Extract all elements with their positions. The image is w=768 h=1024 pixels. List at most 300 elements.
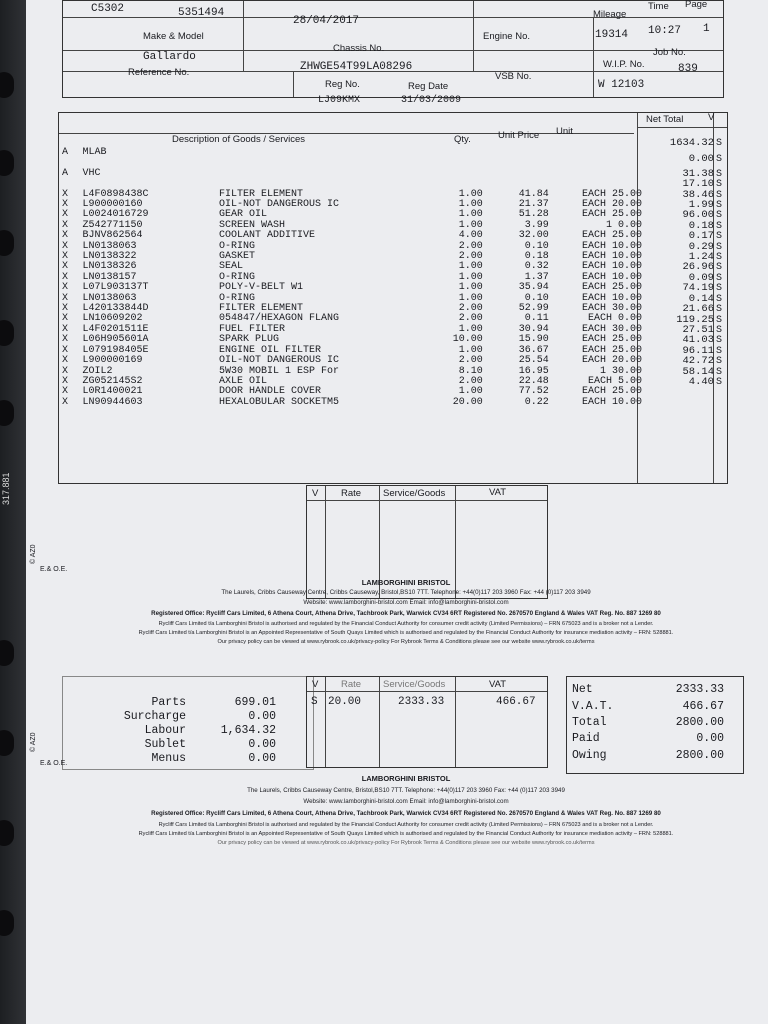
item-flag bbox=[82, 179, 642, 189]
punch-hole bbox=[0, 730, 14, 756]
item-code: L079198405E bbox=[82, 344, 149, 356]
item-row bbox=[62, 387, 642, 397]
item-code: Z542771150 bbox=[82, 219, 143, 231]
item-flag: X bbox=[62, 386, 69, 398]
net-total-cell: 4.40 bbox=[688, 375, 714, 388]
surcharge-label: Surcharge bbox=[123, 710, 186, 723]
punch-hole bbox=[0, 230, 14, 256]
address-bottom: The Laurels, Cribbs Causeway Centre, Bristol,BS10 7TT. Telephone: +44(0)117 203 3960 Fax: +44 (0)117 203 3949 bbox=[247, 787, 565, 794]
vat-row-rate: 20.00 bbox=[328, 696, 362, 708]
item-flag: X bbox=[62, 313, 69, 325]
document-date: 28/04/2017 bbox=[293, 15, 360, 27]
col-v: V bbox=[708, 112, 715, 123]
item-unit: EACH 10.00 bbox=[581, 271, 642, 283]
vat-code-cell: S bbox=[715, 252, 722, 264]
item-qty: 8.10 bbox=[458, 365, 483, 377]
side-code: 317.881 bbox=[1, 472, 11, 505]
make-model-label: Make & Model bbox=[143, 31, 204, 42]
invoice-page bbox=[26, 0, 768, 1024]
item-flag: X bbox=[62, 199, 69, 210]
stamp-top: © AZ0 bbox=[30, 544, 37, 564]
item-row bbox=[62, 377, 642, 387]
item-unit-price: 52.99 bbox=[518, 303, 549, 315]
punch-hole bbox=[0, 820, 14, 846]
item-description: GASKET bbox=[218, 251, 255, 263]
net-total-cell: 58.14 bbox=[682, 365, 714, 378]
vat-code-cell: S bbox=[715, 231, 722, 243]
item-unit: 1 0.00 bbox=[605, 219, 642, 231]
item-unit bbox=[549, 148, 642, 158]
item-row bbox=[62, 221, 642, 231]
item-row bbox=[62, 158, 642, 168]
item-unit: EACH 10.00 bbox=[581, 396, 642, 408]
document-no: 5351494 bbox=[178, 7, 225, 19]
col-unit: Unit bbox=[556, 126, 573, 137]
vat-code-cell: S bbox=[715, 220, 722, 232]
header-box bbox=[62, 0, 724, 106]
item-flag: X bbox=[62, 240, 69, 252]
item-unit: EACH 25.00 bbox=[581, 282, 642, 294]
owing-label: Owing bbox=[572, 749, 607, 762]
item-code: L0R1400021 bbox=[82, 386, 143, 398]
item-row bbox=[62, 283, 642, 293]
item-description: O-RING bbox=[218, 292, 255, 304]
net-total-cell: 1634.32 bbox=[669, 137, 714, 149]
item-code: LN90944603 bbox=[82, 396, 143, 408]
net-total-cell: 38.46 bbox=[682, 188, 714, 201]
net-total-cell: 0.18 bbox=[688, 219, 714, 232]
item-unit-price: 0.32 bbox=[524, 261, 549, 273]
page-label: Page bbox=[685, 0, 708, 10]
item-unit-price: 32.00 bbox=[518, 230, 549, 242]
vat-code-cell: S bbox=[715, 154, 722, 166]
item-description: 5W30 MOBIL 1 ESP For bbox=[218, 365, 339, 377]
fca1-bottom: Rycliff Cars Limited t/a Lamborghini Bristol is authorised and regulated by the Financial Conduct Authority for consumer credit activity (Limited Permissions) – FRN 675023 and is a broker not a Lender. bbox=[158, 822, 654, 828]
item-flag: X bbox=[62, 396, 69, 408]
vat-code-cell: S bbox=[715, 324, 722, 336]
vat-total-value: 466.67 bbox=[682, 700, 724, 713]
item-row bbox=[62, 346, 642, 356]
net-total-cell: 96.11 bbox=[682, 344, 714, 357]
item-qty: 10.00 bbox=[452, 334, 483, 346]
reg-no-label: Reg No. bbox=[325, 79, 360, 90]
item-description: AXLE OIL bbox=[218, 375, 267, 387]
net-total-cell: 1.24 bbox=[688, 251, 714, 264]
item-description: SCREEN WASH bbox=[218, 219, 285, 231]
item-flag: X bbox=[62, 261, 69, 273]
item-qty: 1.00 bbox=[458, 188, 483, 200]
item-qty: 1.00 bbox=[458, 261, 483, 273]
chassis-no-value: ZHWGE54T99LA08296 bbox=[300, 61, 413, 73]
vat-code-cell: S bbox=[715, 335, 722, 347]
item-qty: 1.00 bbox=[458, 219, 483, 231]
vat-code-cell: S bbox=[715, 376, 722, 388]
item-unit: EACH 25.00 bbox=[581, 230, 642, 242]
vat-code-cell: S bbox=[715, 304, 722, 316]
vat-row-service-goods: 2333.33 bbox=[398, 696, 445, 708]
item-unit: EACH 0.00 bbox=[587, 313, 642, 325]
item-qty: 1.00 bbox=[458, 271, 483, 283]
vat-code-cell: S bbox=[715, 179, 722, 191]
punch-hole bbox=[0, 320, 14, 346]
vat-code-cell: S bbox=[715, 366, 722, 378]
company-name-top: LAMBORGHINI BRISTOL bbox=[361, 578, 451, 587]
net-total-cell: 0.09 bbox=[688, 271, 714, 284]
item-row bbox=[62, 200, 642, 210]
net-total-cell: 42.72 bbox=[682, 355, 714, 368]
item-code: L4F0201511E bbox=[82, 323, 149, 335]
item-unit-price: 77.52 bbox=[518, 386, 549, 398]
item-code: L900000160 bbox=[82, 199, 143, 210]
vsb-no-label: VSB No. bbox=[495, 71, 532, 82]
vat-top-col-service-goods: Service/Goods bbox=[383, 488, 446, 499]
item-code: L06H905601A bbox=[82, 334, 149, 346]
net-total-cell: 0.17 bbox=[688, 230, 714, 243]
net-total-cell: 119.25 bbox=[676, 313, 714, 326]
address-top: The Laurels, Cribbs Causeway Centre, Cribbs Causeway, Bristol,BS10 7TT. Telephone: +44(0)117 203 3960 Fax: +44 (0)117 203 3949 bbox=[221, 589, 591, 596]
punch-hole bbox=[0, 400, 14, 426]
item-qty: 1.00 bbox=[458, 282, 483, 294]
vat-code-cell: S bbox=[715, 138, 722, 149]
reference-no-label: Reference No. bbox=[128, 67, 190, 78]
item-flag: X bbox=[62, 344, 69, 356]
item-row bbox=[62, 304, 642, 314]
item-flag: A bbox=[62, 147, 69, 158]
item-flag: X bbox=[62, 271, 69, 283]
item-row bbox=[62, 398, 642, 408]
item-unit: EACH 5.00 bbox=[587, 375, 642, 387]
job-no-label: Job No. bbox=[653, 47, 686, 58]
item-unit bbox=[549, 169, 642, 179]
item-flag: X bbox=[62, 251, 69, 263]
item-unit-price: 3.99 bbox=[524, 219, 549, 231]
vat-code-cell: S bbox=[715, 314, 722, 326]
item-description: OIL-NOT DANGEROUS IC bbox=[218, 355, 339, 367]
item-unit: EACH 30.00 bbox=[581, 323, 642, 335]
item-unit-price bbox=[483, 148, 549, 158]
wip-no-label: W.I.P. No. bbox=[603, 59, 645, 70]
item-row bbox=[62, 242, 642, 252]
parts-label: Parts bbox=[151, 696, 186, 709]
net-total-cell: 21.66 bbox=[682, 303, 714, 316]
item-code: MLAB bbox=[82, 147, 107, 158]
company-name-bottom: LAMBORGHINI BRISTOL bbox=[361, 774, 451, 783]
item-description bbox=[219, 169, 424, 179]
reg-date-value: 31/03/2009 bbox=[401, 95, 462, 106]
item-description: FUEL FILTER bbox=[218, 323, 285, 335]
item-code: ZG052145S2 bbox=[82, 375, 143, 387]
item-unit: EACH 30.00 bbox=[581, 303, 642, 315]
item-unit: EACH 25.00 bbox=[581, 334, 642, 346]
vat-bottom-col-vat: VAT bbox=[489, 679, 507, 690]
item-code: L900000169 bbox=[82, 355, 143, 367]
paid-label: Paid bbox=[572, 732, 600, 745]
item-qty: 2.00 bbox=[458, 375, 483, 387]
item-qty: 1.00 bbox=[458, 292, 483, 304]
item-unit-price: 15.90 bbox=[518, 334, 549, 346]
item-qty bbox=[424, 169, 483, 179]
vat-code-cell: S bbox=[715, 272, 722, 284]
item-flag: X bbox=[62, 334, 69, 346]
fca1-top: Rycliff Cars Limited t/a Lamborghini Bristol is authorised and regulated by the Financial Conduct Authority for consumer credit activity (Limited Permissions) – FRN 675023 and is a broker not a Lender. bbox=[158, 621, 654, 627]
item-unit: EACH 10.00 bbox=[581, 251, 642, 263]
item-description: FILTER ELEMENT bbox=[218, 188, 303, 200]
items-table bbox=[62, 148, 642, 408]
net-total-cell: 27.51 bbox=[682, 323, 714, 336]
vat-code-cell: S bbox=[715, 356, 722, 368]
make-model-value: Gallardo bbox=[143, 51, 196, 63]
item-qty: 4.00 bbox=[458, 230, 483, 242]
vat-row-v: S bbox=[311, 696, 318, 708]
labour-value: 1,634.32 bbox=[220, 724, 276, 737]
item-unit: EACH 25.00 bbox=[581, 344, 642, 356]
item-flag bbox=[82, 158, 642, 168]
item-unit-price: 0.10 bbox=[524, 240, 549, 252]
item-qty bbox=[424, 148, 483, 158]
reg-no-value: LJ09KMX bbox=[318, 95, 361, 106]
item-code: LN0138157 bbox=[82, 271, 137, 283]
item-code: LN0138326 bbox=[82, 261, 137, 273]
net-total-cell: 17.10 bbox=[682, 178, 714, 191]
item-code: ZOIL2 bbox=[82, 365, 113, 377]
vat-code-cell: S bbox=[715, 241, 722, 253]
item-description: SEAL bbox=[218, 261, 243, 273]
net-total-cell: 0.14 bbox=[688, 292, 714, 305]
item-row bbox=[62, 273, 642, 283]
item-unit-price: 51.28 bbox=[518, 209, 549, 221]
stamp-bottom: © AZ0 bbox=[30, 732, 37, 752]
item-qty: 1.00 bbox=[458, 344, 483, 356]
sublet-value: 0.00 bbox=[248, 738, 276, 751]
website-top: Website: www.lamborghini-bristol.com Email: info@lamborghini-bristol.com bbox=[303, 599, 509, 606]
net-total-column bbox=[642, 137, 714, 388]
punch-hole bbox=[0, 910, 14, 936]
vat-code-cell: S bbox=[715, 210, 722, 222]
net-total-cell: 31.38 bbox=[682, 167, 714, 180]
col-net-total: Net Total bbox=[646, 114, 684, 125]
item-qty: 1.00 bbox=[458, 323, 483, 335]
item-row bbox=[62, 179, 642, 189]
item-row bbox=[62, 210, 642, 220]
vat-top-col-v: V bbox=[312, 488, 319, 499]
item-qty: 2.00 bbox=[458, 313, 483, 325]
fca2-top: Rycliff Cars Limited t/a Lamborghini Bristol is an Appointed Representative of South Quays Limited which is authorised and regulated by the Financial Conduct Authority for insurance mediation activity – FRN: 528881. bbox=[138, 630, 674, 636]
item-unit: EACH 10.00 bbox=[581, 240, 642, 252]
menus-label: Menus bbox=[151, 752, 186, 765]
item-code: LN10609202 bbox=[82, 313, 143, 325]
vat-code-column bbox=[713, 125, 725, 388]
owing-value: 2800.00 bbox=[675, 749, 724, 762]
item-code: L4F0898438C bbox=[82, 188, 149, 200]
net-total-cell: 0.00 bbox=[688, 153, 714, 166]
registered-top: Registered Office: Rycliff Cars Limited, 6 Athena Court, Athena Drive, Tachbrook Park, Warwick CV34 6RT Registered No. 2670570 England & Wales VAT Reg. No. 887 1269 80 bbox=[151, 610, 661, 617]
item-row bbox=[62, 148, 642, 158]
vat-bottom-col-rate: Rate bbox=[341, 679, 362, 690]
item-unit: EACH 20.00 bbox=[581, 355, 642, 367]
time-label: Time bbox=[648, 1, 669, 12]
privacy-top: Our privacy policy can be viewed at www.rybrook.co.uk/privacy-policy For Rybrook Terms & Conditions please see our website www.rybrook.co.uk/terms bbox=[217, 639, 595, 645]
vat-code-cell: S bbox=[715, 262, 722, 274]
vat-code-cell: S bbox=[715, 189, 722, 201]
item-description: POLY-V-BELT W1 bbox=[218, 282, 303, 294]
net-total-cell: 1.99 bbox=[688, 199, 714, 212]
item-flag: X bbox=[62, 188, 69, 200]
item-flag: X bbox=[62, 375, 69, 387]
item-qty: 2.00 bbox=[458, 355, 483, 367]
eoe-bottom: E.& O.E. bbox=[40, 760, 68, 767]
chassis-no-label: Chassis No. bbox=[333, 43, 385, 54]
item-qty: 1.00 bbox=[458, 209, 483, 221]
item-description: COOLANT ADDITIVE bbox=[218, 230, 315, 242]
account-no: C5302 bbox=[91, 3, 125, 15]
item-qty: 1.00 bbox=[458, 386, 483, 398]
vat-row-amount: 466.67 bbox=[496, 696, 536, 708]
item-unit-price: 16.95 bbox=[518, 365, 549, 377]
item-unit-price: 30.94 bbox=[518, 323, 549, 335]
vat-bottom-col-v: V bbox=[312, 679, 319, 690]
wip-no-value: W 12103 bbox=[598, 79, 645, 91]
item-qty: 2.00 bbox=[458, 240, 483, 252]
item-row bbox=[62, 294, 642, 304]
page-value: 1 bbox=[703, 23, 710, 35]
item-description: SPARK PLUG bbox=[218, 334, 279, 346]
reg-date-label: Reg Date bbox=[408, 81, 449, 92]
col-description: Description of Goods / Services bbox=[172, 134, 306, 145]
total-label: Total bbox=[572, 716, 607, 729]
item-row bbox=[62, 335, 642, 345]
item-row bbox=[62, 356, 642, 366]
item-description: DOOR HANDLE COVER bbox=[218, 386, 321, 398]
parts-value: 699.01 bbox=[234, 696, 276, 709]
item-unit-price: 35.94 bbox=[518, 282, 549, 294]
item-row bbox=[62, 325, 642, 335]
item-unit-price: 21.37 bbox=[518, 199, 549, 210]
punch-hole bbox=[0, 640, 14, 666]
item-unit: EACH 10.00 bbox=[581, 292, 642, 304]
item-qty: 1.00 bbox=[458, 199, 483, 210]
item-row bbox=[62, 231, 642, 241]
item-description bbox=[219, 148, 424, 158]
item-unit-price: 41.84 bbox=[518, 188, 549, 200]
punch-hole bbox=[0, 150, 14, 176]
item-qty: 20.00 bbox=[452, 396, 483, 408]
registered-bottom: Registered Office: Rycliff Cars Limited, 6 Athena Court, Athena Drive, Tachbrook Park, Warwick CV34 6RT Registered No. 2670570 England & Wales VAT Reg. No. 887 1269 80 bbox=[151, 810, 661, 817]
item-unit-price: 0.18 bbox=[524, 251, 549, 263]
mileage-label: Mileage bbox=[593, 9, 627, 20]
item-description: O-RING bbox=[218, 240, 255, 252]
item-code: LN0138322 bbox=[82, 251, 137, 263]
vat-code-cell: S bbox=[715, 168, 722, 180]
item-row bbox=[62, 367, 642, 377]
sublet-label: Sublet bbox=[144, 738, 186, 751]
item-description: ENGINE OIL FILTER bbox=[218, 344, 321, 356]
paid-value: 0.00 bbox=[696, 732, 724, 745]
item-description: GEAR OIL bbox=[218, 209, 267, 221]
punch-hole bbox=[0, 72, 14, 98]
item-description: HEXALOBULAR SOCKETM5 bbox=[218, 396, 339, 408]
item-flag: X bbox=[62, 230, 69, 242]
vat-code-cell: S bbox=[715, 283, 722, 295]
net-total-cell: 96.00 bbox=[682, 209, 714, 222]
vat-code-cell: S bbox=[715, 200, 722, 212]
vat-bottom-col-service-goods: Service/Goods bbox=[383, 679, 446, 690]
item-code: LN0138063 bbox=[82, 240, 137, 252]
item-flag: X bbox=[62, 365, 69, 377]
item-unit-price bbox=[483, 169, 549, 179]
fca2-bottom: Rycliff Cars Limited t/a Lamborghini Bristol is an Appointed Representative of South Quays Limited which is authorised and regulated by the Financial Conduct Authority for insurance mediation activity – FRN: 528881. bbox=[138, 831, 674, 837]
item-unit-price: 22.48 bbox=[518, 375, 549, 387]
total-value: 2800.00 bbox=[675, 716, 724, 729]
item-code: L420133844D bbox=[82, 303, 149, 315]
net-value: 2333.33 bbox=[675, 683, 724, 696]
item-description: O-RING bbox=[218, 271, 255, 283]
net-label: Net bbox=[572, 683, 593, 696]
item-unit-price: 0.22 bbox=[524, 396, 549, 408]
eoe-top: E.& O.E. bbox=[40, 566, 68, 573]
item-flag: X bbox=[62, 209, 69, 221]
item-flag: A bbox=[62, 167, 69, 179]
item-unit-price: 0.11 bbox=[524, 313, 549, 325]
item-row bbox=[62, 314, 642, 324]
item-code: LN0138063 bbox=[82, 292, 137, 304]
menus-value: 0.00 bbox=[248, 752, 276, 765]
time-value: 10:27 bbox=[648, 25, 682, 37]
item-unit-price: 25.54 bbox=[518, 355, 549, 367]
engine-no-label: Engine No. bbox=[483, 31, 531, 42]
item-code: BJNV862564 bbox=[82, 230, 143, 242]
job-no-value: 839 bbox=[678, 63, 698, 75]
item-code: L0024016729 bbox=[82, 209, 149, 221]
vat-total-label: V.A.T. bbox=[572, 700, 614, 713]
item-row bbox=[62, 169, 642, 179]
item-flag: X bbox=[62, 292, 69, 304]
item-unit-price: 36.67 bbox=[518, 344, 549, 356]
item-code: L07L903137T bbox=[82, 282, 149, 294]
item-flag: X bbox=[62, 323, 69, 335]
surcharge-value: 0.00 bbox=[248, 710, 276, 723]
col-qty: Qty. bbox=[454, 134, 471, 145]
item-unit: EACH 10.00 bbox=[581, 261, 642, 273]
item-row bbox=[62, 190, 642, 200]
item-description: FILTER ELEMENT bbox=[218, 303, 303, 315]
item-flag: X bbox=[62, 282, 69, 294]
item-row bbox=[62, 252, 642, 262]
item-unit: EACH 25.00 bbox=[581, 209, 642, 221]
col-unit-price: Unit Price bbox=[498, 130, 540, 141]
item-flag: X bbox=[62, 219, 69, 231]
item-qty: 2.00 bbox=[458, 303, 483, 315]
item-row bbox=[62, 262, 642, 272]
privacy-bottom: Our privacy policy can be viewed at www.rybrook.co.uk/privacy-policy For Rybrook Terms & Conditions please see our website www.rybrook.co.uk/terms bbox=[217, 840, 595, 846]
vat-code-cell: S bbox=[715, 293, 722, 305]
vat-code-cell: S bbox=[715, 345, 722, 357]
labour-label: Labour bbox=[144, 724, 186, 737]
item-unit-price: 1.37 bbox=[524, 271, 549, 283]
item-description: OIL-NOT DANGEROUS IC bbox=[218, 199, 339, 210]
item-description: 054847/HEXAGON FLANG bbox=[218, 313, 339, 325]
item-unit: EACH 20.00 bbox=[581, 199, 642, 210]
net-total-cell: 41.03 bbox=[682, 334, 714, 347]
vat-top-col-vat: VAT bbox=[489, 487, 507, 498]
item-code: VHC bbox=[82, 167, 101, 179]
item-flag: X bbox=[62, 355, 69, 367]
vat-top-col-rate: Rate bbox=[341, 488, 362, 499]
item-unit-price: 0.10 bbox=[524, 292, 549, 304]
website-bottom: Website: www.lamborghini-bristol.com Email: info@lamborghini-bristol.com bbox=[303, 798, 509, 805]
item-unit: EACH 25.00 bbox=[581, 386, 642, 398]
net-total-cell: 0.29 bbox=[688, 240, 714, 253]
item-flag: X bbox=[62, 303, 69, 315]
